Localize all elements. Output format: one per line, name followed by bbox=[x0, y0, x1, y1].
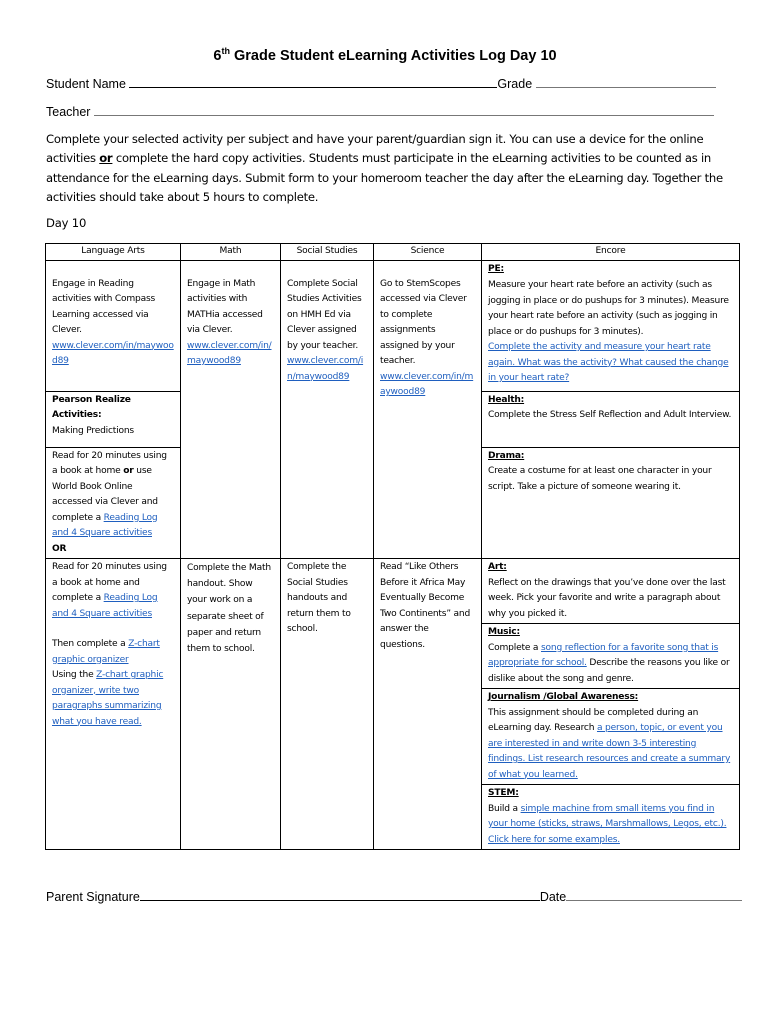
reading-log-link[interactable]: Reading Log and 4 Square activities bbox=[52, 512, 158, 538]
parent-signature-label: Parent Signature bbox=[46, 890, 140, 904]
encore-music-cell: Music: Complete a song reflection for a favorite song that is appropriate for school. Describe the reasons you like or dislike about the song and genre. bbox=[482, 624, 740, 689]
music-heading: Music: bbox=[488, 627, 520, 637]
teacher-row bbox=[46, 105, 714, 119]
instructions-paragraph: Complete your selected activity per subject and have your parent/guardian sign it. You can use a device for the online activities or complete the hard copy activities. Students must participate in the eLearning activities to be counted as in attendance for the eLearning days. Submit form to your homeroom teacher the day after the eLearning day. Together the activities should take about 5 hours to complete. bbox=[46, 132, 723, 205]
art-heading: Art: bbox=[488, 562, 507, 572]
song-reflection-link[interactable]: song reflection for a favorite song that is appropriate for school. bbox=[488, 642, 719, 668]
research-link[interactable]: a person, topic, or event you are interested in and write down 3-5 interesting findings. List research resources and create a summary of what you learned. bbox=[488, 723, 731, 780]
science-bottom-cell: Read “Like Others Before it Africa May Eventually Become Two Continents” and answer the questions. bbox=[374, 559, 482, 850]
science-clever-link[interactable]: www.clever.com/in/maywood89 bbox=[380, 371, 474, 397]
day-label: Day 10 bbox=[46, 216, 87, 230]
stem-heading: STEM: bbox=[488, 788, 519, 798]
z-chart-summary-link[interactable]: Z-chart graphic organizer, write two paragraphs summarizing what you have read. bbox=[52, 670, 164, 727]
encore-pe-cell: PE: Measure your heart rate before an activity (such as jogging in place or do pushups for 3 minutes). Measure your heart rate before an activity (such as jogging in place or do pushups for 3 minutes). Complete the activity and measure your heart rate again. What was the activity? What caused the change in your heart rate? bbox=[482, 260, 740, 391]
math-top-cell: Engage in Math activities with MATHia accessed via Clever. www.clever.com/in/maywood89 bbox=[181, 260, 281, 559]
reading-log-link-2[interactable]: Reading Log and 4 Square activities bbox=[52, 593, 158, 619]
date-field[interactable] bbox=[566, 890, 742, 901]
la-clever-link[interactable]: www.clever.com/in/maywood89 bbox=[52, 340, 174, 366]
student-name-row bbox=[46, 77, 716, 91]
student-name-field[interactable] bbox=[129, 77, 497, 88]
grade-field[interactable] bbox=[536, 77, 716, 88]
table-row bbox=[46, 559, 740, 624]
drama-heading: Drama: bbox=[488, 450, 525, 461]
encore-stem-cell: STEM: Build a simple machine from small items you find in your home (sticks, straws, Marshmallows, Legos, etc.). Click here for some examples. bbox=[482, 785, 740, 850]
date-label: Date bbox=[539, 890, 567, 904]
journalism-heading: Journalism /Global Awareness: bbox=[488, 692, 639, 702]
student-name-label: Student Name bbox=[46, 77, 126, 91]
encore-drama-cell: Drama: Create a costume for at least one character in your script. Take a picture of someone wearing it. bbox=[482, 447, 740, 559]
encore-art-cell: Art: Reflect on the drawings that you’ve done over the last week. Pick your favorite and write a paragraph about why you picked it. bbox=[482, 559, 740, 624]
or-emphasis: or bbox=[99, 151, 113, 166]
ss-top-cell: Complete Social Studies Activities on HMH Ed via Clever assigned by your teacher. www.clever.com/in/maywood89 bbox=[281, 260, 374, 559]
table-row bbox=[46, 260, 740, 391]
health-heading: Health: bbox=[488, 394, 525, 405]
examples-link[interactable]: Click here for some examples. bbox=[488, 834, 620, 845]
z-chart-link[interactable]: Z-chart graphic organizer bbox=[52, 639, 160, 665]
pe-heading: PE: bbox=[488, 263, 504, 274]
col-header-science: Science bbox=[374, 244, 482, 261]
parent-signature-field[interactable] bbox=[140, 890, 540, 901]
math-clever-link[interactable]: www.clever.com/in/maywood89 bbox=[187, 340, 272, 366]
table-header-row bbox=[46, 244, 740, 261]
signature-row bbox=[46, 890, 742, 904]
la-read-option-b-cell: Read for 20 minutes using a book at home and complete a Reading Log and 4 Square activities Then complete a Z-chart graphic organizer Using the Z-chart graphic organizer, write two paragraphs summarizing what you have read. bbox=[46, 559, 181, 850]
col-header-math: Math bbox=[181, 244, 281, 261]
la-read-option-a-cell: Read for 20 minutes using a book at home or use World Book Online accessed via Clever and complete a Reading Log and 4 Square activities OR bbox=[46, 447, 181, 559]
encore-health-cell: Health: Complete the Stress Self Reflection and Adult Interview. bbox=[482, 391, 740, 447]
pe-link[interactable]: Complete the activity and measure your heart rate again. What was the activity? What caused the change in your heart rate? bbox=[488, 342, 729, 383]
la-pearson-cell: Pearson Realize Activities: Making Predictions bbox=[46, 391, 181, 447]
activities-table bbox=[45, 243, 740, 850]
math-bottom-cell: Complete the Math handout. Show your work on a separate sheet of paper and return them to school. bbox=[181, 559, 281, 850]
la-reading-cell: Engage in Reading activities with Compass Learning accessed via Clever. www.clever.com/in/maywood89 bbox=[46, 260, 181, 391]
encore-journalism-cell: Journalism /Global Awareness: This assignment should be completed during an eLearning day. Research a person, topic, or event you are interested in and write down 3-5 interesting findings. List research resources and create a summary of what you learned. bbox=[482, 689, 740, 785]
col-header-encore: Encore bbox=[482, 244, 740, 261]
col-header-social-studies: Social Studies bbox=[281, 244, 374, 261]
page-title: 6th Grade Student eLearning Activities Log Day 10 bbox=[213, 46, 557, 64]
grade-label: Grade bbox=[497, 77, 533, 91]
col-header-language-arts: Language Arts bbox=[46, 244, 181, 261]
teacher-label: Teacher bbox=[46, 105, 91, 119]
science-top-cell: Go to StemScopes accessed via Clever to complete assignments assigned by your teacher. www.clever.com/in/maywood89 bbox=[374, 260, 482, 559]
simple-machine-link[interactable]: simple machine from small items you find in your home (sticks, straws, Marshmallows, Legos, etc.). bbox=[488, 803, 727, 829]
ss-bottom-cell: Complete the Social Studies handouts and return them to school. bbox=[281, 559, 374, 850]
ss-clever-link[interactable]: www.clever.com/in/maywood89 bbox=[287, 356, 364, 382]
teacher-field[interactable] bbox=[94, 105, 714, 116]
